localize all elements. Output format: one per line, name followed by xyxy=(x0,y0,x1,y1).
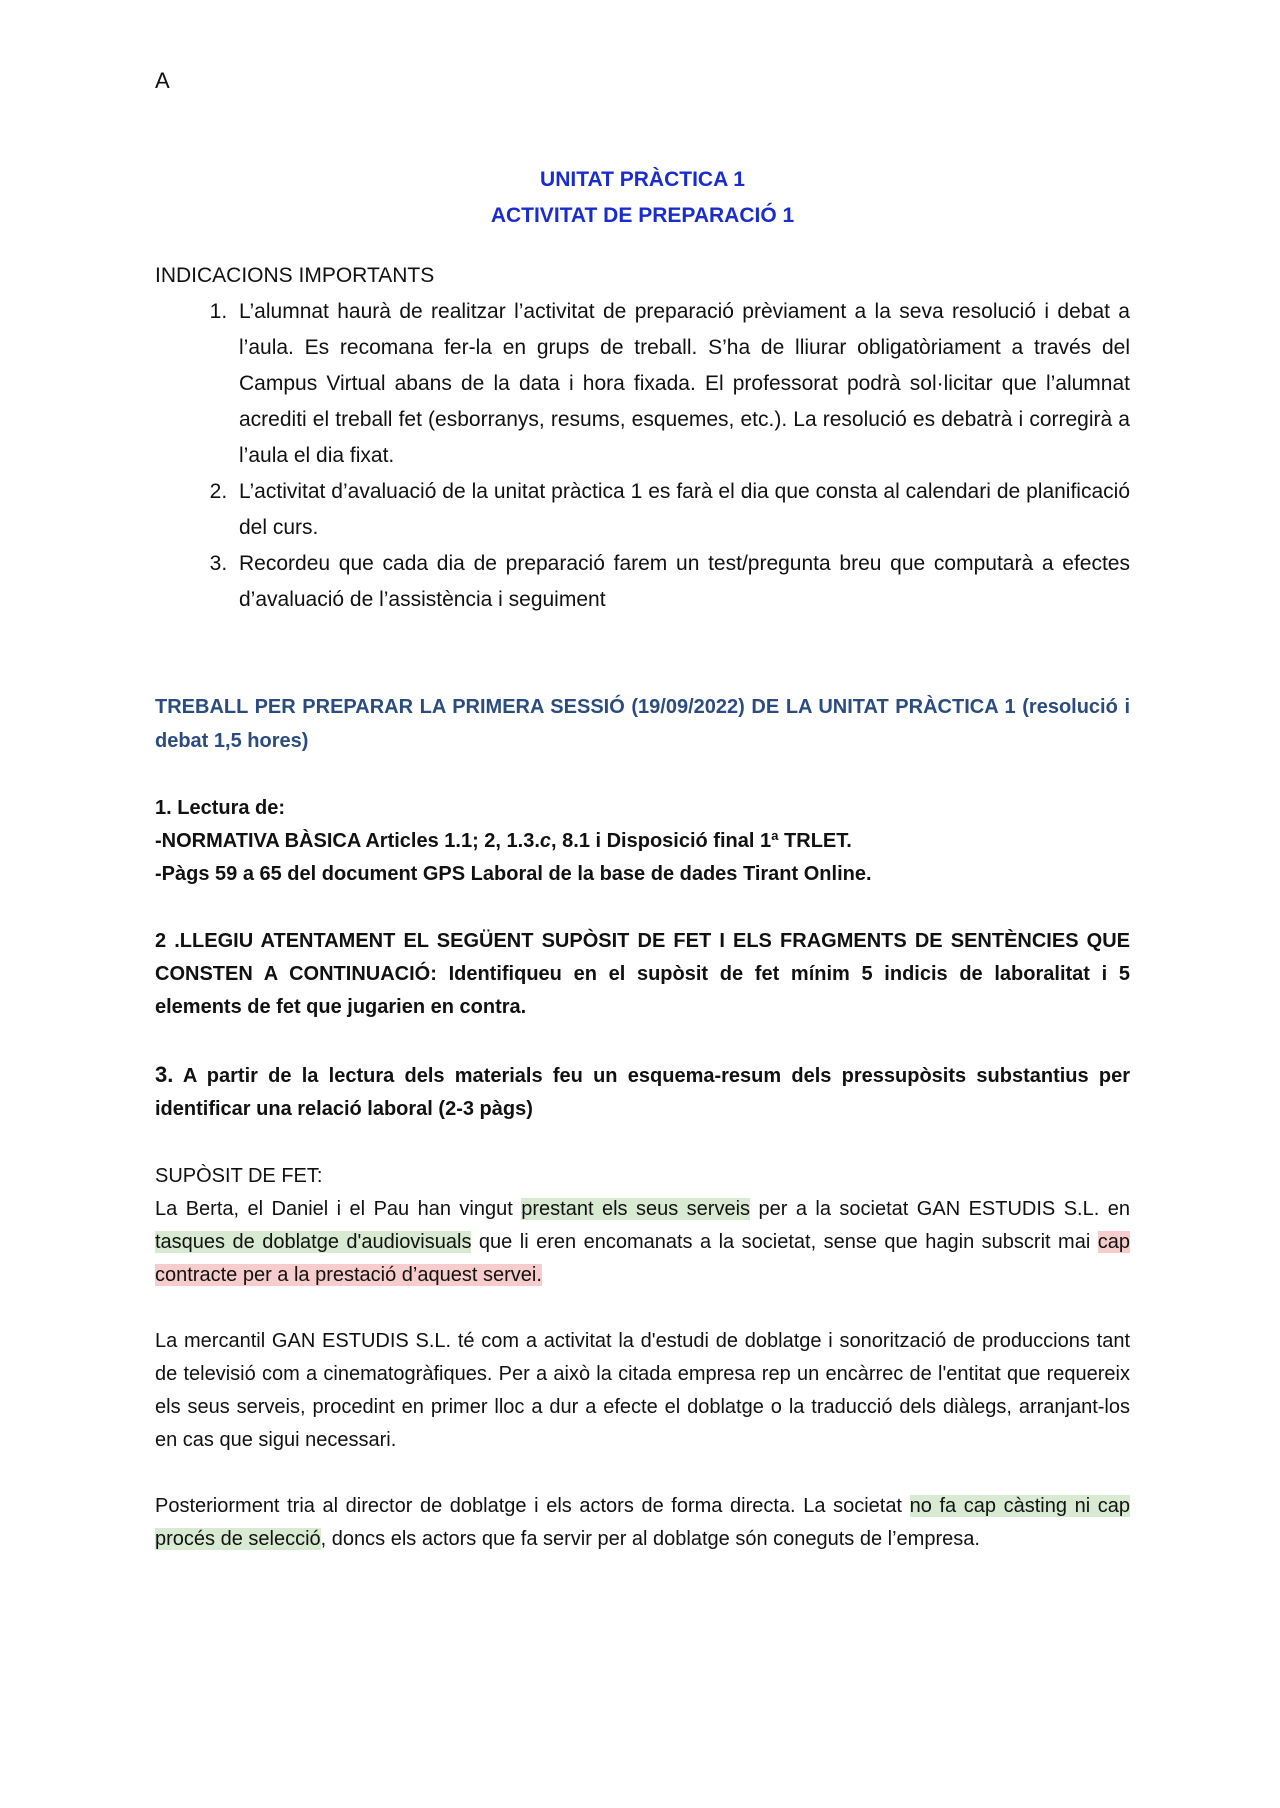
indications-label: INDICACIONS IMPORTANTS xyxy=(155,264,435,287)
task-3 xyxy=(155,1058,1130,1126)
p3-text-1: Posteriorment tria al director de doblatge i els actors de forma directa. La societat xyxy=(155,1495,910,1517)
task-2-text: 2 .LLEGIU ATENTAMENT EL SEGÜENT SUPÒSIT DE FET I ELS FRAGMENTS DE SENTÈNCIES QUE CONSTEN A CONTINUACIÓ: Identifiqueu en el supòsit de fet mínim 5 indicis de laboralitat i 5 elements de fet que jugarien en contra. xyxy=(155,930,1130,1018)
facts-paragraph-3 xyxy=(155,1490,1130,1556)
task-2 xyxy=(155,925,1130,1024)
indication-item-2: 2. L’activitat d’avaluació de la unitat pràctica 1 es farà el dia que consta al calendari de planificació del curs. xyxy=(233,474,1130,546)
p1-text-3: que li eren encomanats a la societat, sense que hagin subscrit mai xyxy=(471,1231,1098,1253)
p1-text-2: per a la societat GAN ESTUDIS S.L. en xyxy=(750,1198,1130,1220)
p1-highlight-1: prestant els seus serveis xyxy=(521,1198,751,1220)
document-page xyxy=(155,70,1130,1589)
document-title xyxy=(155,162,1130,234)
p3-text-2: , doncs els actors que fa servir per al doblatge són coneguts de l’empresa. xyxy=(320,1528,980,1550)
task-1-line-1-b: , 8.1 i Disposició final 1ª TRLET. xyxy=(551,830,852,852)
indication-item-1: 1. L’alumnat haurà de realitzar l’activitat de preparació prèviament a la seva resolució i debat a l’aula. Es recomana fer-la en grups de treball. S’ha de lliurar obligatòriament a través del Campus Virtual abans de la data i hora fixada. El professorat podrà sol·licitar que l’alumnat acrediti el treball fet (esborranys, resums, esquemes, etc.). La resolució es debatrà i corregirà a l’aula el dia fixat. xyxy=(233,294,1130,474)
title-line-2: ACTIVITAT DE PREPARACIÓ 1 xyxy=(490,204,795,227)
facts-label: SUPÒSIT DE FET: xyxy=(155,1165,323,1187)
task-1-line-1-a: -NORMATIVA BÀSICA Articles 1.1; 2, 1.3. xyxy=(155,830,540,852)
p1-highlight-3: cap contracte per a la prestació d’aquest servei. xyxy=(155,1231,1130,1286)
task-1 xyxy=(155,792,1130,891)
p1-highlight-2: tasques de doblatge d'audiovisuals xyxy=(155,1231,472,1253)
task-1-line-1 xyxy=(155,825,1130,858)
facts-paragraph-2: La mercantil GAN ESTUDIS S.L. té com a activitat la d'estudi de doblatge i sonorització de produccions tant de televisió com a cinematogràfiques. Per a això la citada empresa rep un encàrrec de l'entitat que requereix els seus serveis, procedint en primer lloc a dur a efecte el doblatge o la traducció dels diàlegs, arranjant-los en cas que sigui necessari. xyxy=(155,1330,1130,1451)
task-3-body: A partir de la lectura dels materials feu un esquema-resum dels pressupòsits substantius per identificar una relació laboral (2-3 pàgs) xyxy=(155,1065,1130,1120)
task-1-line-1-italic: c xyxy=(539,830,552,852)
facts-section xyxy=(155,1160,1130,1556)
session-heading: TREBALL PER PREPARAR LA PRIMERA SESSIÓ (19/09/2022) DE LA UNITAT PRÀCTICA 1 (resolució i debat 1,5 hores) xyxy=(155,696,1130,752)
task-3-number: 3. xyxy=(155,1062,174,1087)
indications-list xyxy=(155,294,1130,618)
p3-highlight-1: no fa cap càsting ni cap procés de selecció xyxy=(155,1495,1130,1550)
p1-text-1: La Berta, el Daniel i el Pau han vingut xyxy=(155,1198,522,1220)
facts-paragraph-1 xyxy=(155,1193,1130,1292)
indication-item-3: 3. Recordeu que cada dia de preparació farem un test/pregunta breu que computarà a efectes d’avaluació de l’assistència i seguiment xyxy=(233,546,1130,618)
corner-letter: A xyxy=(155,68,170,93)
task-3-text xyxy=(155,1058,1130,1126)
task-1-line-2: -Pàgs 59 a 65 del document GPS Laboral de la base de dades Tirant Online. xyxy=(155,863,872,885)
task-1-title: 1. Lectura de: xyxy=(155,797,286,819)
title-line-1: UNITAT PRÀCTICA 1 xyxy=(540,168,745,191)
